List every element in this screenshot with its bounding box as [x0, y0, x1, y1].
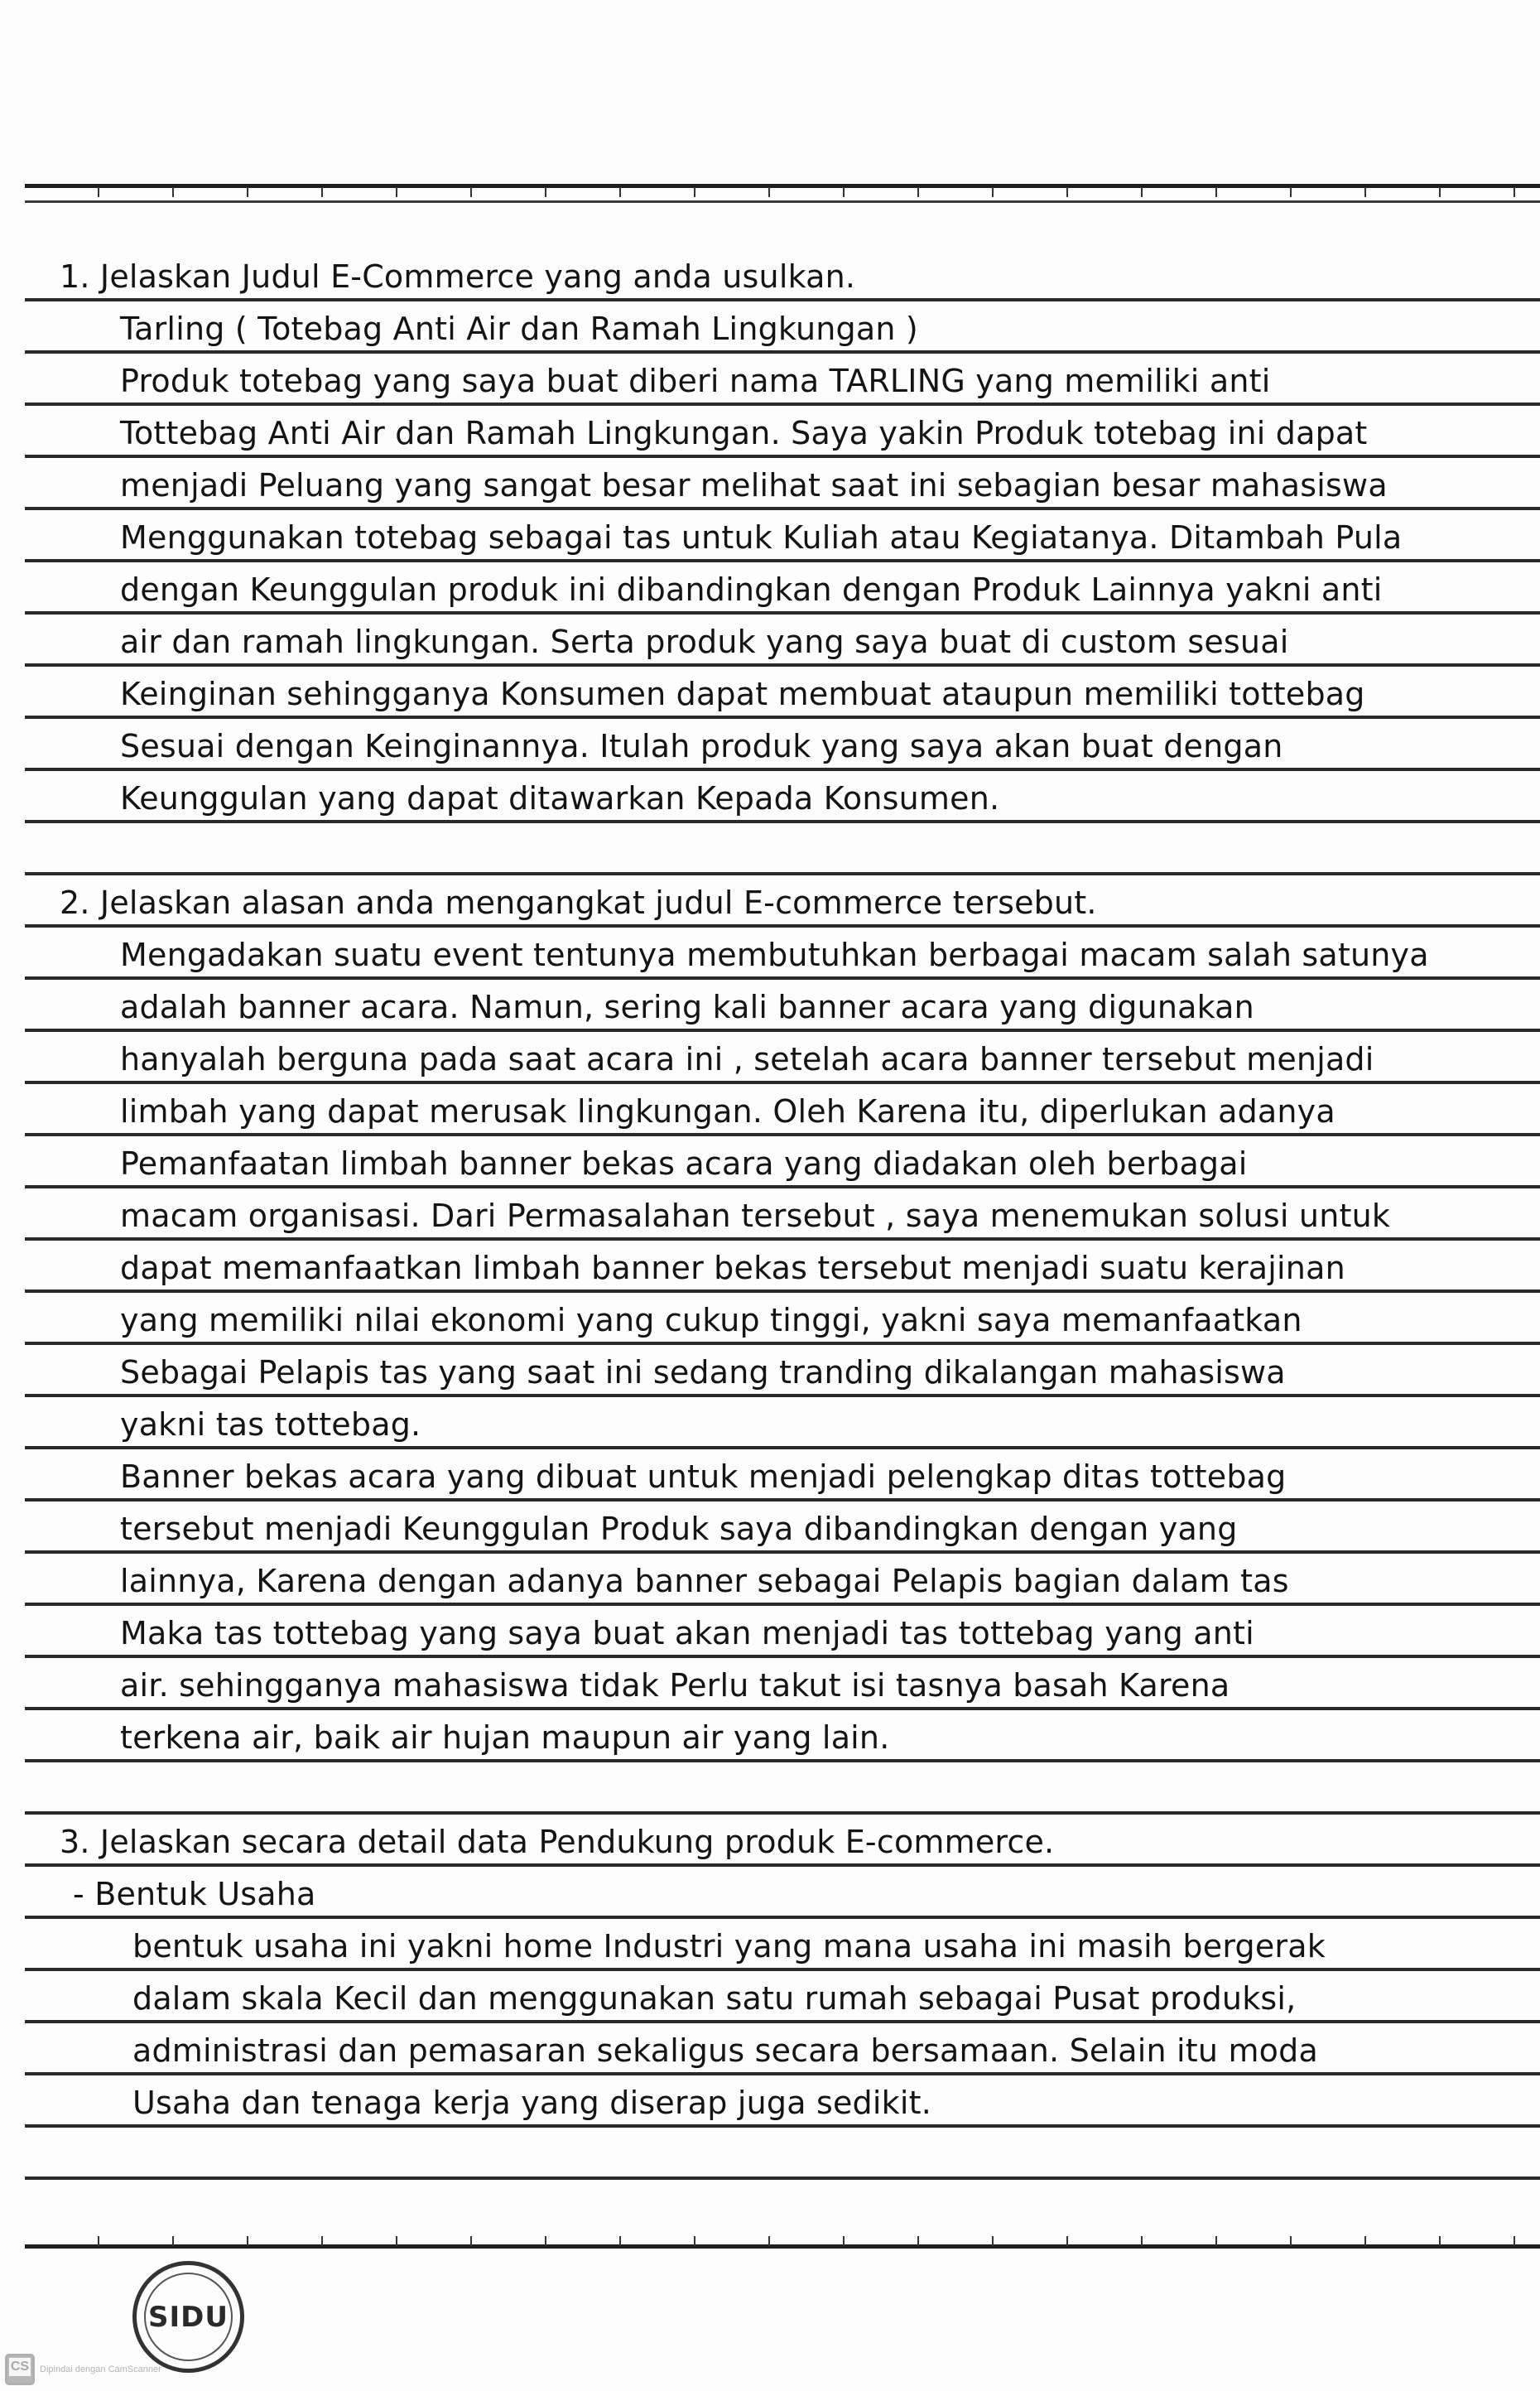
ruled-line: [25, 2020, 1540, 2023]
camscanner-watermark: [5, 2354, 161, 2385]
q2-line: limbah yang dapat merusak lingkungan. Oleh Karena itu, diperlukan adanya: [120, 1093, 1335, 1130]
ruled-line: [25, 298, 1540, 301]
q1-line: dengan Keunggulan produk ini dibandingkan dengan Produk Lainnya yakni anti: [120, 571, 1383, 608]
ruled-line: [25, 507, 1540, 510]
ruled-line: [25, 768, 1540, 771]
q2-line: macam organisasi. Dari Permasalahan tersebut , saya menemukan solusi untuk: [120, 1198, 1391, 1234]
q3-line: Usaha dan tenaga kerja yang diserap juga sedikit.: [132, 2085, 931, 2121]
camscanner-note: Dipindai dengan CamScanner: [40, 2364, 161, 2374]
question-3: 3. Jelaskan secara detail data Pendukung produk E-commerce.: [60, 1824, 1055, 1860]
ruled-line: [25, 1550, 1540, 1554]
ruled-line: [25, 1759, 1540, 1762]
ruled-line: [25, 1707, 1540, 1710]
ruled-line: [25, 2176, 1540, 2180]
ruled-line: [25, 2072, 1540, 2075]
q2-line: lainnya, Karena dengan adanya banner sebagai Pelapis bagian dalam tas: [120, 1563, 1289, 1599]
q1-line: air dan ramah lingkungan. Serta produk yang saya buat di custom sesuai: [120, 624, 1289, 660]
ruled-line: [25, 1029, 1540, 1032]
ruled-line: [25, 1237, 1540, 1241]
q2-line: Sebagai Pelapis tas yang saat ini sedang tranding dikalangan mahasiswa: [120, 1354, 1286, 1391]
ruled-line: [25, 1290, 1540, 1293]
ruled-line: [25, 976, 1540, 980]
ruled-line: [25, 820, 1540, 823]
q2-line: Pemanfaatan limbah banner bekas acara yang diadakan oleh berbagai: [120, 1145, 1248, 1182]
ruled-line: [25, 716, 1540, 719]
camscanner-logo-icon: [5, 2354, 35, 2385]
q1-line: Keunggulan yang dapat ditawarkan Kepada Konsumen.: [120, 780, 1000, 817]
sidu-logo-text: SIDU: [144, 2273, 233, 2361]
q2-line: terkena air, baik air hujan maupun air yang lain.: [120, 1719, 890, 1756]
camscanner-logo-text: CS: [9, 2358, 31, 2376]
ruled-line: [25, 559, 1540, 562]
q1-line: Tottebag Anti Air dan Ramah Lingkungan. Saya yakin Produk totebag ini dapat: [120, 415, 1368, 451]
q2-line: tersebut menjadi Keunggulan Produk saya dibandingkan dengan yang: [120, 1511, 1238, 1547]
q3-line: dalam skala Kecil dan menggunakan satu rumah sebagai Pusat produksi,: [132, 1980, 1297, 2017]
ruled-line: [25, 1394, 1540, 1397]
q2-line: air. sehingganya mahasiswa tidak Perlu takut isi tasnya basah Karena: [120, 1667, 1230, 1704]
ruled-line: [25, 611, 1540, 615]
q1-title: Tarling ( Totebag Anti Air dan Ramah Lingkungan ): [120, 311, 918, 347]
ruled-line: [25, 1342, 1540, 1345]
ruled-line: [25, 1863, 1540, 1867]
ruled-line: [25, 1498, 1540, 1502]
ruled-line: [25, 872, 1540, 875]
q2-line: dapat memanfaatkan limbah banner bekas tersebut menjadi suatu kerajinan: [120, 1250, 1345, 1286]
bottom-rule-ticks: [25, 2236, 1540, 2246]
ruled-line: [25, 924, 1540, 928]
q2-line: yang memiliki nilai ekonomi yang cukup tinggi, yakni saya memanfaatkan: [120, 1302, 1302, 1338]
ruled-line: [25, 1655, 1540, 1658]
q2-line: adalah banner acara. Namun, sering kali banner acara yang digunakan: [120, 989, 1254, 1025]
ruled-line: [25, 403, 1540, 406]
ruled-line: [25, 2124, 1540, 2128]
ruled-line: [25, 1811, 1540, 1815]
q1-line: Keinginan sehingganya Konsumen dapat membuat ataupun memiliki tottebag: [120, 676, 1365, 712]
ruled-line: [25, 1446, 1540, 1449]
ruled-line: [25, 1603, 1540, 1606]
ruled-line: [25, 350, 1540, 354]
ruled-line: [25, 455, 1540, 458]
q2-line: Mengadakan suatu event tentunya membutuhkan berbagai macam salah satunya: [120, 937, 1429, 973]
q2-line: Banner bekas acara yang dibuat untuk menjadi pelengkap ditas tottebag: [120, 1458, 1287, 1495]
q1-line: Sesuai dengan Keinginannya. Itulah produk yang saya akan buat dengan: [120, 728, 1283, 764]
question-1: 1. Jelaskan Judul E-Commerce yang anda usulkan.: [60, 258, 856, 295]
top-rule-ticks: [25, 187, 1540, 197]
ruled-line: [25, 1968, 1540, 1971]
ruled-line: [25, 663, 1540, 667]
question-2: 2. Jelaskan alasan anda mengangkat judul E-commerce tersebut.: [60, 885, 1097, 921]
q3-bullet-heading: - Bentuk Usaha: [73, 1876, 316, 1912]
q2-line: Maka tas tottebag yang saya buat akan menjadi tas tottebag yang anti: [120, 1615, 1254, 1651]
ruled-line: [25, 1081, 1540, 1084]
q2-line: hanyalah berguna pada saat acara ini , setelah acara banner tersebut menjadi: [120, 1041, 1374, 1077]
q3-line: administrasi dan pemasaran sekaligus secara bersamaan. Selain itu moda: [132, 2032, 1318, 2069]
q1-line: Produk totebag yang saya buat diberi nama TARLING yang memiliki anti: [120, 363, 1271, 399]
ruled-line: [25, 1916, 1540, 1919]
q3-line: bentuk usaha ini yakni home Industri yang mana usaha ini masih bergerak: [132, 1928, 1326, 1964]
top-rule-second: [25, 200, 1540, 203]
q2-line: yakni tas tottebag.: [120, 1406, 421, 1443]
q1-line: menjadi Peluang yang sangat besar melihat saat ini sebagian besar mahasiswa: [120, 467, 1388, 504]
ruled-line: [25, 1133, 1540, 1136]
ruled-line: [25, 1185, 1540, 1188]
q1-line: Menggunakan totebag sebagai tas untuk Kuliah atau Kegiatanya. Ditambah Pula: [120, 519, 1403, 556]
